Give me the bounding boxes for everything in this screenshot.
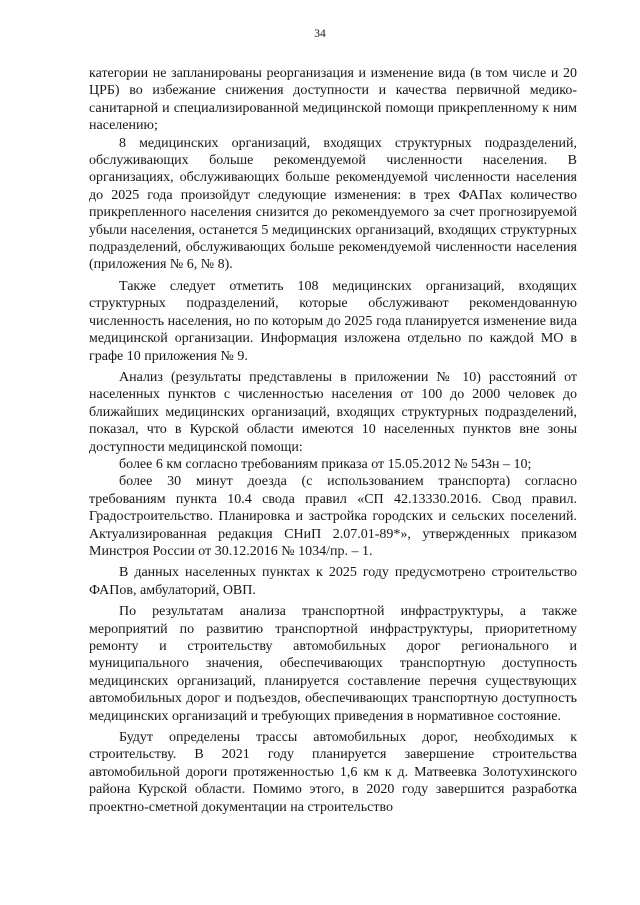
- paragraph: категории не запланированы реорганизация и изменение вида (в том числе и 20 ЦРБ) во избежание снижения доступности и качества первичной медико-санитарной и специализированной медицинской помощи прикрепленному к ним населению;: [89, 66, 577, 134]
- document-body: [89, 65, 577, 816]
- paragraph: По результатам анализа транспортной инфраструктуры, а также мероприятий по развитию транспортной инфраструктуры, приоритетному ремонту и строительству автомобильных дорог регионального и муниципального значения, обеспечивающих транспортную доступность медицинских организаций, планируется составление перечня существующих автомобильных дорог и подъездов, обеспечивающих транспортную доступность медицинских организаций и требующих приведения в нормативное состояние.: [89, 604, 577, 724]
- paragraph: Анализ (результаты представлены в приложении № 10) расстояний от населенных пунктов с численностью населения от 100 до 2000 человек до ближайших медицинских организаций, входящих структурных подразделений, показал, что в Курской области имеются 10 населенных пунктов вне зоны доступности медицинской помощи:: [89, 369, 577, 455]
- paragraph: Также следует отметить 108 медицинских организаций, входящих структурных подразделений, которые обслуживают рекомендованную численность населения, но по которым до 2025 года планируется изменение вида медицинской организации. Информация изложена отдельно по каждой МО в графе 10 приложения № 9.: [89, 278, 577, 364]
- paragraph: Будут определены трассы автомобильных дорог, необходимых к строительству. В 2021 году планируется завершение строительства автомобильной дороги протяженностью 1,6 км к д. Матвеевка Золотухинского района Курской области. Помимо этого, в 2020 году завершится разработка проектно-сметной документации на строительство: [89, 730, 577, 815]
- list-item: более 6 км согласно требованиям приказа от 15.05.2012 № 543н – 10;: [119, 456, 532, 472]
- paragraph: В данных населенных пунктах к 2025 году предусмотрено строительство ФАПов, амбулаторий, ОВП.: [89, 565, 577, 598]
- list-item: более 30 минут доезда (с использованием транспорта) согласно требованиям пункта 10.4 свода правил «СП 42.13330.2016. Свод правил. Градостроительство. Планировка и застройка городских и сельских поселений. Актуализированная редакция СНиП 2.07.01-89*», утвержденных приказом Минстроя России от 30.12.2016 № 1034/пр. – 1.: [89, 474, 577, 559]
- page-number: 34: [314, 28, 326, 40]
- paragraph: 8 медицинских организаций, входящих структурных подразделений, обслуживающих больше рекомендуемой численности населения. В организациях, обслуживающих больше рекомендуемой численности населения до 2025 года произойдут следующие изменения: в трех ФАПах количество прикрепленного населения снизится до рекомендуемого за счет прогнозируемой убыли населения, останется 5 медицинских организаций, входящих структурных подразделений, обслуживающих больше рекомендуемой численности населения (приложения № 6, № 8).: [89, 135, 577, 273]
